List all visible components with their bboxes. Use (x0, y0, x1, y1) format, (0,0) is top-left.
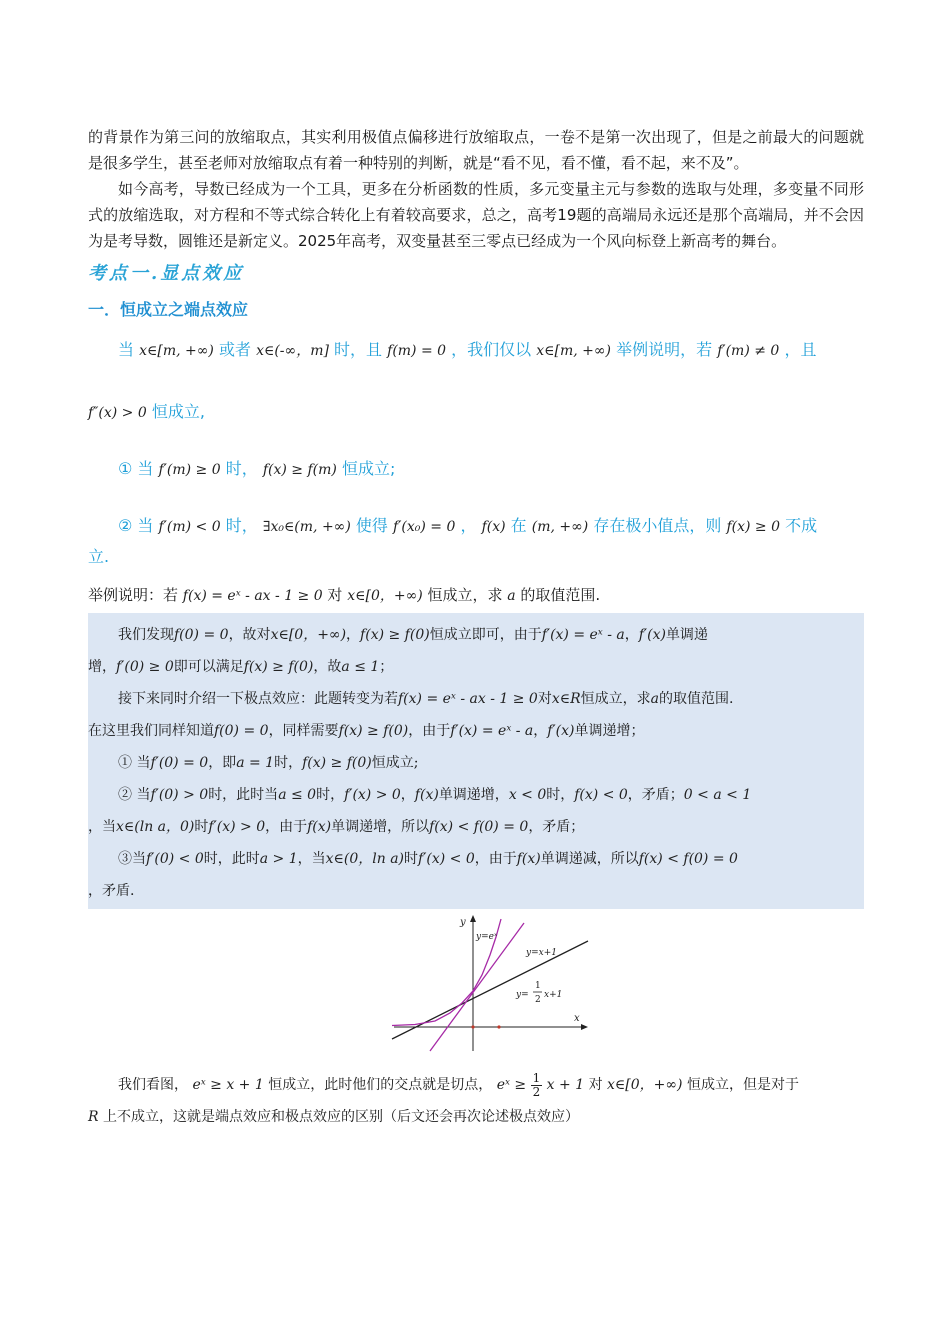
solution-line (88, 779, 864, 811)
solution-text: ① 当 (118, 755, 151, 771)
case-math: (m, +∞) (531, 519, 589, 535)
solution-text: ，即 (208, 755, 237, 771)
solution-text: ，当 (88, 819, 116, 835)
solution-text: 在这里我们同样知道 (88, 723, 214, 739)
conclusion-line-1 (88, 1069, 864, 1101)
condition-text: 举例说明，若 (616, 340, 713, 359)
solution-math: x∈(ln a，0) (116, 819, 195, 835)
solution-text: 单调递 (665, 627, 708, 643)
conclusion-math: eˣ ≥ (496, 1077, 527, 1093)
solution-math: f′(0) ≥ 0 (116, 659, 174, 675)
graph-svg (390, 915, 590, 1055)
solution-text: ，矛盾； (528, 819, 585, 835)
solution-math: x < 0 (508, 787, 547, 803)
conclusion-text: 我们看图， (118, 1077, 188, 1093)
solution-text: 对 (537, 691, 552, 707)
page-body (88, 124, 864, 1133)
conclusion-math: x∈[0，+∞) (607, 1077, 683, 1093)
solution-math: f′(x) = eˣ - a (450, 723, 534, 739)
solution-text: 的取值范围. (659, 691, 734, 707)
solution-line (88, 683, 864, 715)
case-2 (88, 511, 864, 542)
solution-math: 0 < a < 1 (683, 787, 752, 803)
solution-math: f′(x) > 0 (208, 819, 266, 835)
solution-math: f(x) ≥ f(0) (243, 659, 314, 675)
solution-math: x∈R (551, 691, 581, 707)
condition-math: f″(x) > 0 (88, 405, 147, 421)
solution-math: f′(x) (638, 627, 666, 643)
conclusion-math: eˣ ≥ x + 1 (192, 1077, 264, 1093)
condition-text: 时，且 (334, 340, 383, 359)
condition-line-1 (88, 334, 864, 367)
solution-math: f(0) = 0 (214, 723, 269, 739)
case-text: 恒成立; (341, 459, 396, 478)
solution-math: a (650, 691, 660, 707)
label-line2-num: 1 (535, 981, 541, 991)
solution-math: f(x) (414, 787, 439, 803)
case-text: ， (460, 516, 477, 535)
solution-text: 接下来同时介绍一下极点效应：此题转变为若 (118, 691, 398, 707)
fraction-half (531, 1072, 543, 1099)
function-graph (88, 915, 864, 1061)
solution-text: 时 (404, 851, 419, 867)
case-text: 在 (510, 516, 527, 535)
solution-text: 我们发现 (118, 627, 174, 643)
solution-text: ，由于 (408, 723, 451, 739)
solution-text: 单调递增， (438, 787, 509, 803)
solution-math: f′(0) < 0 (146, 851, 204, 867)
solution-line (88, 651, 864, 683)
section-subtitle: 一．恒成立之端点效应 (88, 300, 249, 319)
solution-text: 单调递增； (574, 723, 645, 739)
solution-text: ③当 (118, 851, 146, 867)
solution-text: 时，此时当 (208, 787, 279, 803)
case-math: f′(m) ≥ 0 (158, 462, 221, 478)
solution-text: 单调递减，所以 (540, 851, 639, 867)
solution-math: f(x) (516, 851, 541, 867)
label-exp: y=eˣ (476, 932, 498, 942)
solution-line (88, 747, 864, 779)
conclusion-text: 对 (588, 1077, 603, 1093)
label-line2-den: 2 (535, 995, 541, 1005)
solution-box (88, 613, 864, 909)
solution-math: f(x) ≥ f(0) (302, 755, 372, 771)
solution-text: ； (379, 659, 394, 675)
example-text: 的取值范围. (520, 586, 601, 604)
solution-text: 单调递增，所以 (331, 819, 430, 835)
case-text: 时， (225, 459, 258, 478)
case-text: 存在极小值点，则 (593, 516, 722, 535)
example-math: f(x) = eˣ - ax - 1 ≥ 0 (182, 588, 323, 604)
example-text: 恒成立，求 (427, 586, 503, 604)
solution-text: ，故对 (228, 627, 271, 643)
point-x-axis (497, 1025, 500, 1028)
solution-text: ， (346, 627, 361, 643)
solution-math: a ≤ 0 (278, 787, 317, 803)
condition-math: x∈[m, +∞) (536, 343, 612, 359)
conclusion-math: x + 1 (546, 1077, 585, 1093)
condition-math: x∈[m, +∞) (139, 343, 214, 359)
conclusion (88, 1069, 864, 1133)
solution-math: f′(0) = 0 (150, 755, 209, 771)
conclusion-text: 恒成立，但是对于 (686, 1077, 799, 1093)
solution-text: ，由于 (474, 851, 517, 867)
condition-text: 当 (118, 340, 135, 359)
case-2-cont (88, 542, 864, 572)
case-math: f(x) ≥ 0 (726, 519, 781, 535)
solution-text: ，当 (297, 851, 326, 867)
fraction-denominator: 2 (532, 1084, 541, 1099)
solution-line (88, 843, 864, 875)
solution-math: f(x) < f(0) = 0 (638, 851, 738, 867)
x-axis-arrow (581, 1024, 588, 1030)
case-math: f′(m) < 0 (158, 519, 221, 535)
conclusion-line-2 (88, 1101, 864, 1133)
solution-text: ，由于 (265, 819, 308, 835)
case-math: f(x) (481, 519, 506, 535)
solution-line (88, 875, 864, 907)
solution-text: ，同样需要 (268, 723, 339, 739)
case-math: ∃x₀∈(m, +∞) (262, 519, 351, 535)
solution-text: ，矛盾； (627, 787, 684, 803)
solution-text: ， (624, 627, 639, 643)
solution-math: a = 1 (236, 755, 275, 771)
condition-text: 恒成立, (151, 402, 205, 421)
case-math: f(x) ≥ f(m) (262, 462, 337, 478)
solution-math: f(x) = eˣ - ax - 1 ≥ 0 (398, 691, 538, 707)
section-title: 考点一.显点效应 (88, 263, 245, 284)
case-text: 不成 (785, 516, 818, 535)
solution-text: 时，此时 (203, 851, 260, 867)
solution-text: ，故 (313, 659, 342, 675)
case-text: ② 当 (118, 516, 154, 535)
condition-math: f(m) = 0 (387, 343, 447, 359)
conclusion-math: R (88, 1109, 99, 1125)
axis-y-label: y (460, 917, 466, 928)
solution-math: f(0) = 0 (174, 627, 229, 643)
solution-text: ② 当 (118, 787, 151, 803)
solution-math: f′(x) (547, 723, 575, 739)
conclusion-text: 上不成立，这就是端点效应和极点效应的区别（后文还会再次论述极点效应） (103, 1109, 579, 1125)
solution-text: 时， (546, 787, 575, 803)
solution-text: 时 (194, 819, 209, 835)
condition-math: x∈(-∞，m] (256, 343, 329, 359)
solution-text: 恒成立，求 (580, 691, 651, 707)
fraction-numerator: 1 (532, 1070, 541, 1085)
case-text: 使得 (355, 516, 388, 535)
case-math: f′(x₀) = 0 (393, 519, 456, 535)
case-text: ① 当 (118, 459, 154, 478)
solution-line (88, 715, 864, 747)
point-origin (471, 1025, 474, 1028)
example-math: x∈[0，+∞) (347, 588, 423, 604)
label-line2-pre: y= (516, 990, 529, 1000)
solution-text: ， (400, 787, 415, 803)
solution-math: x∈(0，ln a) (325, 851, 405, 867)
solution-text: 恒成立即可，由于 (429, 627, 542, 643)
condition-text: ，且 (784, 340, 817, 359)
solution-math: f′(x) < 0 (418, 851, 475, 867)
solution-math: f(x) (307, 819, 332, 835)
solution-text: ，矛盾. (88, 883, 135, 899)
case-1 (88, 454, 864, 485)
axis-x-label: x (574, 1013, 580, 1024)
solution-math: x∈[0，+∞) (270, 627, 347, 643)
solution-math: f′(x) = eˣ - a (541, 627, 625, 643)
example-statement (88, 582, 864, 609)
condition-text: 或者 (218, 340, 251, 359)
solution-math: f′(0) > 0 (150, 787, 209, 803)
case-text: 时， (225, 516, 258, 535)
label-line1: y=x+1 (526, 948, 557, 958)
solution-line (88, 619, 864, 651)
example-math: a (507, 588, 516, 604)
solution-text: 即可以满足 (173, 659, 244, 675)
line-x-plus-1 (430, 923, 524, 1051)
solution-text: 恒成立; (371, 755, 419, 771)
condition-line-2 (88, 397, 864, 428)
solution-text: 时， (274, 755, 303, 771)
intro-paragraph-1: 的背景作为第三问的放缩取点，其实利用极值点偏移进行放缩取点，一卷不是第一次出现了，但是之前最大的问题就是很多学生，甚至老师对放缩取点有着一种特别的判断，就是“看不见，看不懂，看不起，来不及”。 (88, 128, 864, 172)
solution-text: 增， (88, 659, 116, 675)
condition-math: f′(m) ≠ 0 (717, 343, 780, 359)
solution-text: ， (533, 723, 548, 739)
intro-paragraph-2: 如今高考，导数已经成为一个工具，更多在分析函数的性质，多元变量主元与参数的选取与处理，多变量不同形式的放缩选取，对方程和不等式综合转化上有着较高要求，总之，高考19题的高端局永远还是那个高端局，并不会因为是考导数，圆锥还是新定义。2025年高考，双变量甚至三零点已经成为一个风向标登上新高考的舞台。 (88, 180, 864, 250)
condition-text: ，我们仅以 (451, 340, 532, 359)
y-axis-arrow (470, 915, 476, 922)
solution-math: f(x) ≥ f(0) (360, 627, 430, 643)
label-line2-post: x+1 (544, 990, 563, 1000)
solution-line (88, 811, 864, 843)
solution-math: f(x) < f(0) = 0 (429, 819, 529, 835)
case-text: 立. (88, 547, 110, 566)
solution-math: a > 1 (259, 851, 298, 867)
solution-math: f(x) ≥ f(0) (338, 723, 409, 739)
example-text: 对 (327, 586, 343, 604)
solution-math: f(x) < 0 (574, 787, 628, 803)
example-text: 举例说明：若 (88, 586, 179, 604)
solution-math: f′(x) > 0 (344, 787, 401, 803)
solution-math: a ≤ 1 (341, 659, 380, 675)
solution-text: 时， (316, 787, 345, 803)
conclusion-text: 恒成立，此时他们的交点就是切点， (268, 1077, 493, 1093)
